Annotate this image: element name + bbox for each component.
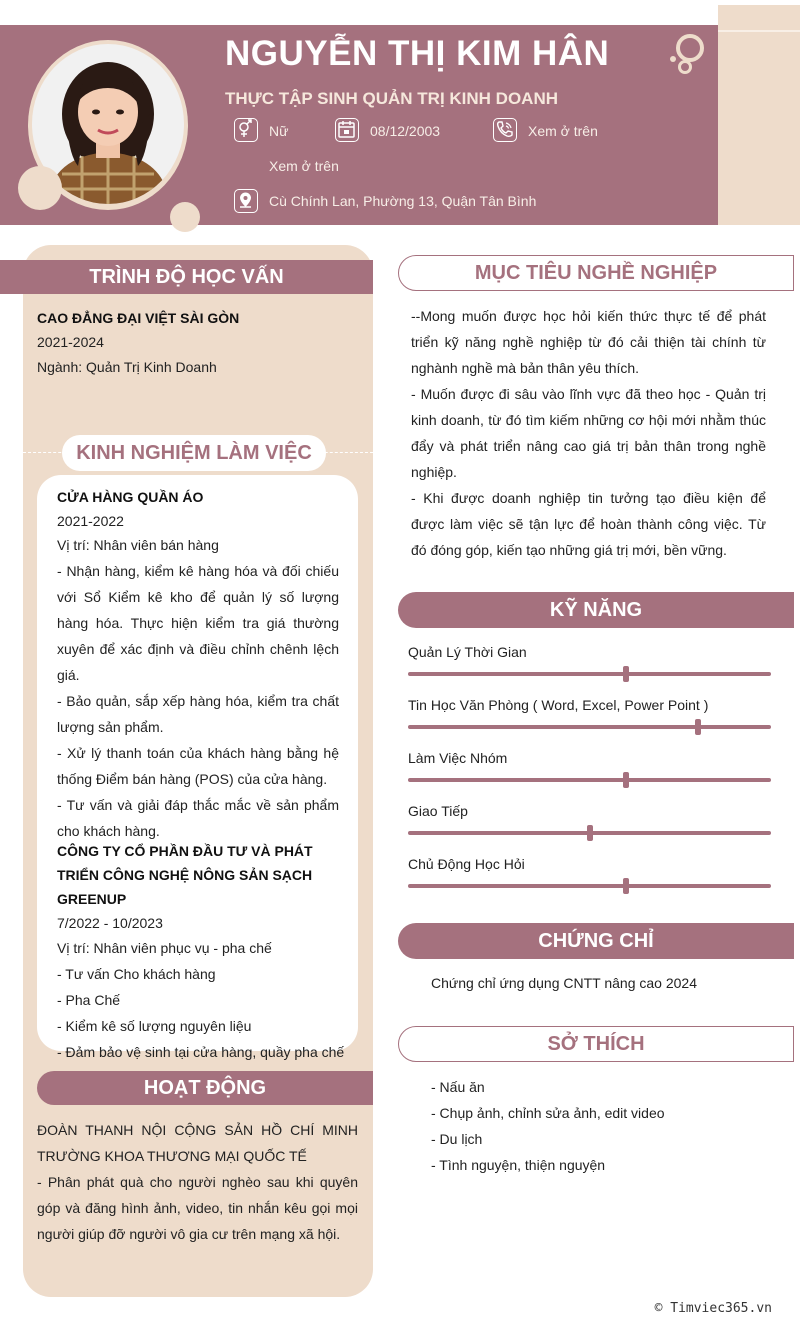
birthday-value: 08/12/2003 <box>370 123 441 139</box>
skills-title: KỸ NĂNG <box>398 592 794 628</box>
job-detail: - Bảo quản, sắp xếp hàng hóa, kiểm tra chất lượng sản phẩm. <box>57 693 339 735</box>
education-years: 2021-2024 <box>37 334 104 350</box>
email-value: Xem ở trên <box>269 158 339 174</box>
job-company: CỬA HÀNG QUẦN ÁO <box>57 489 204 505</box>
job-detail: - Xử lý thanh toán của khách hàng bằng hệ thống Điểm bán hàng (POS) của cửa hàng. <box>57 745 339 787</box>
skill-level-marker <box>623 666 629 682</box>
decor-bubble <box>678 60 692 74</box>
skill-level-marker <box>587 825 593 841</box>
location-icon <box>234 189 258 213</box>
education-major: Ngành: Quản Trị Kinh Doanh <box>37 359 217 375</box>
objective-title: MỤC TIÊU NGHỀ NGHIỆP <box>398 255 794 291</box>
job-period: 2021-2022 <box>57 513 124 529</box>
phone-value: Xem ở trên <box>528 123 598 139</box>
hobbies-list <box>431 1074 665 1178</box>
job-position: Vị trí: Nhân viên phục vụ - pha chế <box>57 940 272 956</box>
skill-label: Quản Lý Thời Gian <box>408 644 527 660</box>
objective-paragraph: - Muốn được đi sâu vào lĩnh vực đã theo học - Quản trị kinh doanh, từ đó tìm kiếm những cơ hội mới nhằm thúc đẩy và phát triển nâng cao giá trị bản thân trong nghề nghiệp. <box>411 386 766 480</box>
job-entry <box>57 485 339 844</box>
footer-watermark: © Timviec365.vn <box>654 1301 772 1316</box>
job-company: CÔNG TY CỔ PHẦN ĐẦU TƯ VÀ PHÁT TRIỂN CÔNG NGHỆ NÔNG SẢN SẠCH GREENUP <box>57 843 313 907</box>
hobbies-title: SỞ THÍCH <box>398 1026 794 1062</box>
skill-level-marker <box>623 878 629 894</box>
job-detail: - Tư vấn và giải đáp thắc mắc về sản phẩm cho khách hàng. <box>57 797 339 839</box>
skill-label: Tin Học Văn Phòng ( Word, Excel, Power Point ) <box>408 697 709 713</box>
skill-bar <box>408 725 771 729</box>
job-detail: - Nhận hàng, kiểm kê hàng hóa và đối chiếu với Sổ Kiểm kê kho để quản lý số lượng hàng hóa. Thực hiện kiểm tra giá thường xuyên để xác định và điều chỉnh chênh lệch giá. <box>57 563 339 683</box>
skill-row <box>408 748 771 801</box>
decor-circle <box>170 202 200 232</box>
address-value: Cù Chính Lan, Phường 13, Quận Tân Bình <box>269 193 537 209</box>
hobby-item: - Nấu ăn <box>431 1079 485 1095</box>
job-entry <box>57 839 347 1065</box>
decor-dot <box>670 56 676 62</box>
job-detail: - Kiểm kê số lượng nguyên liệu <box>57 1018 252 1034</box>
skill-bar <box>408 884 771 888</box>
skill-row <box>408 854 771 907</box>
job-detail: - Tư vấn Cho khách hàng <box>57 966 216 982</box>
activities-org: ĐOÀN THANH NỘI CỘNG SẢN HỒ CHÍ MINH TRƯỜNG KHOA THƯƠNG MẠI QUỐC TẾ <box>37 1122 358 1164</box>
experience-title: KINH NGHIỆM LÀM VIỆC <box>62 435 326 471</box>
objective-paragraph: --Mong muốn được học hỏi kiến thức thực tế để phát triển kỹ năng nghề nghiệp từ đó cải thiện tài chính từ nghành nghề mà bản thân yêu thích. <box>411 308 766 376</box>
education-title: TRÌNH ĐỘ HỌC VẤN <box>0 260 373 294</box>
certificate-item: Chứng chỉ ứng dụng CNTT nâng cao 2024 <box>431 975 697 991</box>
skill-row <box>408 642 771 695</box>
gender-value: Nữ <box>269 123 289 139</box>
skill-bar <box>408 672 771 676</box>
skill-row <box>408 801 771 854</box>
header-decor-line <box>718 30 800 32</box>
hobby-item: - Tình nguyện, thiện nguyện <box>431 1157 606 1173</box>
objective-text <box>411 303 766 563</box>
decor-circle <box>18 166 62 210</box>
calendar-icon <box>335 118 359 142</box>
skill-row <box>408 695 771 748</box>
activities-title: HOẠT ĐỘNG <box>37 1071 373 1105</box>
objective-paragraph: - Khi được doanh nghiệp tin tưởng tạo điều kiện để được làm việc sẽ tận lực để hoàn thành công việc. Từ đó đóng góp, kiến tạo những giá trị mới, bền vững. <box>411 490 766 558</box>
skill-label: Làm Việc Nhóm <box>408 750 508 766</box>
skill-bar <box>408 778 771 782</box>
phone-icon <box>493 118 517 142</box>
candidate-name: NGUYỄN THỊ KIM HÂN <box>225 34 610 73</box>
skill-level-marker <box>623 772 629 788</box>
gender-icon <box>234 118 258 142</box>
hobby-item: - Du lịch <box>431 1131 483 1147</box>
activities-description: - Phân phát quà cho người nghèo sau khi quyên góp và đăng hình ảnh, video, tin nhắn kêu gọi mọi người giúp đỡ người vô gia cư trên mạng xã hội. <box>37 1174 358 1242</box>
job-detail: - Đảm bảo vệ sinh tại cửa hàng, quầy pha chế <box>57 1044 345 1060</box>
skills-list <box>408 642 771 907</box>
skill-label: Chủ Động Học Hỏi <box>408 856 525 872</box>
skill-label: Giao Tiếp <box>408 803 468 819</box>
candidate-role: THỰC TẬP SINH QUẢN TRỊ KINH DOANH <box>225 89 559 108</box>
header-decor-panel <box>718 5 800 225</box>
hobby-item: - Chụp ảnh, chỉnh sửa ảnh, edit video <box>431 1105 665 1121</box>
job-period: 7/2022 - 10/2023 <box>57 915 163 931</box>
decor-bubble <box>676 34 704 62</box>
job-detail: - Pha Chế <box>57 992 121 1008</box>
certificates-title: CHỨNG CHỈ <box>398 923 794 959</box>
education-school: CAO ĐẲNG ĐẠI VIỆT SÀI GÒN <box>37 310 240 326</box>
job-position: Vị trí: Nhân viên bán hàng <box>57 537 219 553</box>
skill-level-marker <box>695 719 701 735</box>
